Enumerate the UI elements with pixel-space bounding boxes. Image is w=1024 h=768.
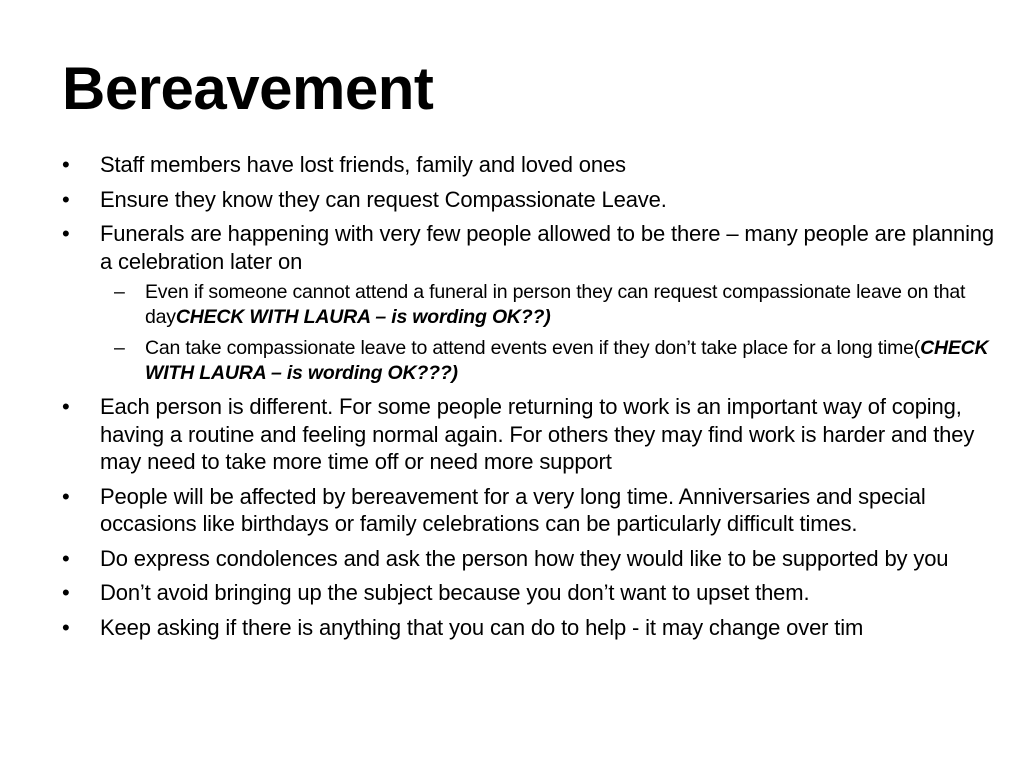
slide-title: Bereavement (62, 55, 434, 122)
review-note: CHECK WITH LAURA – is wording OK??) (175, 306, 551, 328)
sub-list-item (100, 336, 1007, 386)
sub-list-item-text: Can take compassionate leave to attend events even if they don’t take place for a long time( (145, 337, 921, 359)
bullet-icon: • (62, 186, 70, 212)
list-item-text: Do express condolences and ask the person how they would like to be supported by you (100, 545, 949, 571)
bullet-icon: • (62, 483, 70, 509)
bullet-icon: • (62, 545, 70, 571)
bullet-list (62, 151, 1007, 641)
list-item-text: People will be affected by bereavement for a very long time. Anniversaries and special occasions like birthdays or family celebrations can be particularly difficult times. (100, 483, 926, 536)
bullet-icon: • (62, 221, 70, 246)
sub-list-item (100, 280, 1007, 330)
list-item-text: Keep asking if there is anything that you can do to help - it may change over tim (100, 614, 864, 640)
list-item-text: Each person is different. For some people returning to work is an important way of coping, having a routine and feeling normal again. For others they may find work is harder and they may need to take more time off or need more support (100, 394, 975, 474)
sub-bullet-list (100, 280, 1007, 386)
list-item (62, 220, 1007, 386)
list-item (62, 186, 1007, 214)
bullet-icon: • (62, 614, 70, 640)
bullet-icon: • (62, 580, 70, 605)
list-item (62, 579, 1007, 607)
dash-icon: – (114, 281, 125, 303)
sub-list-item-text: Even if someone cannot attend a funeral in person they can request compassionate leave on that day (145, 281, 966, 328)
review-note: CHECK WITH LAURA – is wording OK???) (145, 337, 989, 384)
bullet-icon: • (62, 394, 70, 419)
dash-icon: – (114, 337, 125, 359)
list-item (62, 614, 1007, 642)
list-item (62, 483, 1007, 538)
list-item (62, 393, 1007, 476)
list-item (62, 545, 1007, 573)
bullet-icon: • (62, 152, 70, 177)
list-item-text: Funerals are happening with very few people allowed to be there – many people are planning a celebration later on (100, 221, 994, 274)
list-item-text: Don’t avoid bringing up the subject because you don’t want to upset them. (100, 580, 810, 605)
list-item-text: Staff members have lost friends, family and loved ones (100, 152, 626, 177)
list-item-text: Ensure they know they can request Compassionate Leave. (100, 186, 667, 212)
list-item (62, 151, 1007, 179)
